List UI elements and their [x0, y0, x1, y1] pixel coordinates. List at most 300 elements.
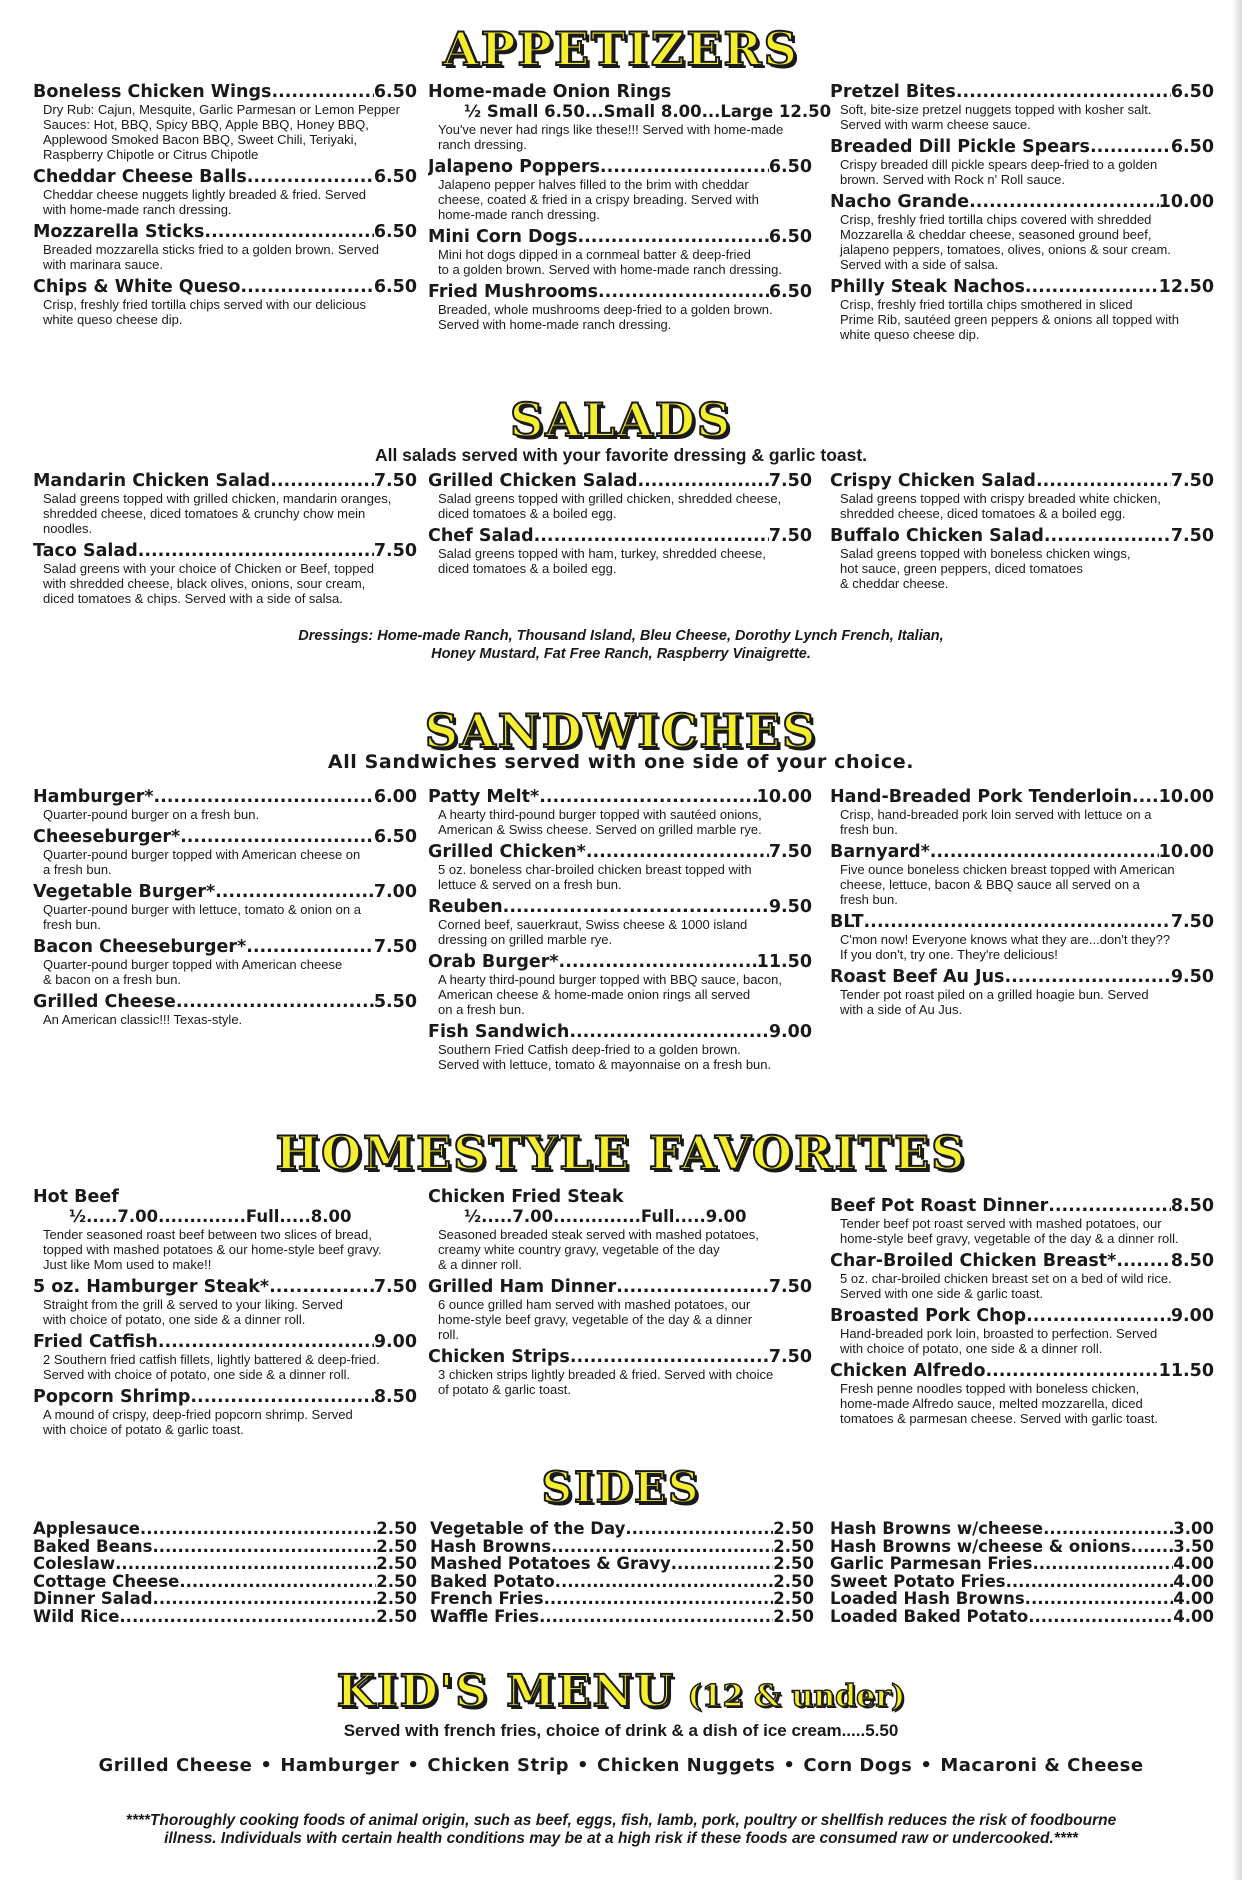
- menu-item-header: [428, 526, 812, 546]
- menu-item-price: 10.00: [1158, 842, 1214, 862]
- side-item-price: 2.50: [773, 1537, 814, 1555]
- menu-item: [33, 167, 417, 217]
- dot-leader: [153, 787, 373, 807]
- sandwiches-col-3: [830, 787, 1214, 1022]
- menu-item-description: A hearty third-pound burger topped with BBQ sauce, bacon,: [438, 972, 782, 987]
- menu-item-header: [830, 471, 1214, 491]
- side-item-name: Dinner Salad: [33, 1590, 153, 1608]
- dot-leader: [1026, 1306, 1171, 1326]
- menu-item: [428, 842, 812, 892]
- menu-item-description: noodles.: [43, 521, 93, 536]
- dot-leader: [1032, 1555, 1173, 1573]
- menu-item-price: 6.50: [373, 222, 417, 242]
- menu-item-header: [33, 1277, 417, 1297]
- menu-item-header: [33, 471, 417, 491]
- menu-item-header: [830, 1306, 1214, 1326]
- kids-items: [0, 1755, 1242, 1776]
- menu-item-description: & cheddar cheese.: [840, 576, 949, 591]
- side-item: [33, 1590, 417, 1608]
- menu-item-description: Fresh penne noodles topped with boneless chicken,: [840, 1381, 1140, 1396]
- side-item-price: 4.00: [1173, 1590, 1214, 1608]
- dot-leader: [246, 937, 374, 957]
- menu-item-description: 5 oz. boneless char-broiled chicken breast topped with: [438, 862, 752, 877]
- menu-item-name: Taco Salad: [33, 541, 138, 561]
- menu-item-description: & bacon on a fresh bun.: [43, 972, 182, 987]
- menu-item: [830, 1251, 1214, 1301]
- side-item-name: Waffle Fries: [430, 1607, 540, 1625]
- side-item-price: 2.50: [773, 1607, 814, 1625]
- menu-item-header: [33, 167, 417, 187]
- menu-item-description: shredded cheese, diced tomatoes & a boiled egg.: [840, 506, 1126, 521]
- dot-leader: [598, 282, 769, 302]
- side-item-price: 2.50: [773, 1555, 814, 1573]
- dot-leader: [115, 1555, 376, 1573]
- side-item-name: Hash Browns w/cheese & onions: [830, 1537, 1131, 1555]
- menu-item-header: [33, 541, 417, 561]
- menu-item-description: Crispy breaded dill pickle spears deep-fried to a golden: [840, 157, 1158, 172]
- menu-item-name: Vegetable Burger*: [33, 882, 216, 902]
- menu-item-description: Quarter-pound burger with lettuce, tomato & onion on a: [43, 902, 361, 917]
- menu-item-description: brown. Served with Rock n' Roll sauce.: [840, 172, 1066, 187]
- menu-item-description: Straight from the grill & served to your liking. Served: [43, 1297, 343, 1312]
- homestyle-col-3: [830, 1196, 1214, 1431]
- menu-item: [428, 227, 812, 277]
- menu-item-header: [33, 992, 417, 1012]
- menu-item-price: 9.00: [373, 1332, 417, 1352]
- dot-leader: [1132, 787, 1159, 807]
- side-item-name: Garlic Parmesan Fries: [830, 1555, 1033, 1573]
- dot-leader: [179, 1573, 376, 1591]
- menu-item-description: Sauces: Hot, BBQ, Spicy BBQ, Apple BBQ, Honey BBQ,: [43, 117, 369, 132]
- side-item-name: French Fries: [430, 1590, 544, 1608]
- appetizers-col-3: [830, 82, 1214, 347]
- dot-leader: [1036, 471, 1171, 491]
- menu-item-price: 7.50: [373, 1277, 417, 1297]
- dot-leader: [534, 526, 769, 546]
- side-item-name: Cottage Cheese: [33, 1572, 180, 1590]
- menu-item-description: on a fresh bun.: [438, 1002, 525, 1017]
- dot-leader: [215, 882, 374, 902]
- menu-item: [830, 137, 1214, 187]
- menu-item-price: 7.00: [373, 882, 417, 902]
- menu-item-description: ranch dressing.: [438, 137, 527, 152]
- side-item: [33, 1555, 417, 1573]
- kids-title: KID'S MENU: [336, 1666, 676, 1717]
- dot-leader: [1044, 526, 1171, 546]
- menu-item-header: [428, 157, 812, 177]
- dot-leader: [1025, 277, 1159, 297]
- menu-item-name: Mandarin Chicken Salad: [33, 471, 271, 491]
- menu-item-name: Chicken Fried Steak: [428, 1187, 624, 1207]
- dot-leader: [985, 1361, 1158, 1381]
- menu-item-description: Served with warm cheese sauce.: [840, 117, 1031, 132]
- menu-item-description: fresh bun.: [840, 892, 898, 907]
- side-item: [830, 1608, 1214, 1626]
- dot-leader: [1006, 1573, 1174, 1591]
- dot-leader: [153, 1590, 377, 1608]
- side-item: [830, 1590, 1214, 1608]
- menu-item-description: An American classic!!! Texas-style.: [43, 1012, 243, 1027]
- side-item: [430, 1608, 814, 1626]
- menu-item: [428, 952, 812, 1017]
- menu-item-description: topped with mashed potatoes & our home-style beef gravy.: [43, 1242, 382, 1257]
- menu-item-header: [830, 82, 1214, 102]
- menu-item-header: [428, 471, 812, 491]
- menu-item-description: Served with choice of potato, one side & a dinner roll.: [43, 1367, 351, 1382]
- menu-item-header: [33, 787, 417, 807]
- dressings-line-2: Honey Mustard, Fat Free Ranch, Raspberry Vinaigrette.: [431, 646, 811, 662]
- menu-item-description: dressing on grilled marble rye.: [438, 932, 613, 947]
- menu-item-header: [830, 1251, 1214, 1271]
- menu-item-description: Hand-breaded pork loin, broasted to perfection. Served: [840, 1326, 1158, 1341]
- menu-item-name: Nacho Grande: [830, 192, 970, 212]
- side-item: [430, 1538, 814, 1556]
- side-item-name: Loaded Hash Browns: [830, 1590, 1025, 1608]
- dot-leader: [138, 541, 374, 561]
- menu-item-price: 11.50: [1158, 1361, 1214, 1381]
- menu-item-header: [428, 227, 812, 247]
- dot-leader: [1025, 1590, 1174, 1608]
- menu-item-header: [33, 827, 417, 847]
- menu-item-header: [33, 882, 417, 902]
- dot-leader: [1043, 1520, 1173, 1538]
- menu-item-header: [428, 1347, 812, 1367]
- menu-item-description: Just like Mom used to make!!: [43, 1257, 212, 1272]
- sides-banner: [0, 1463, 1242, 1512]
- homestyle-banner: [0, 1126, 1242, 1180]
- menu-item-name: Jalapeno Poppers: [428, 157, 600, 177]
- menu-item: [33, 541, 417, 606]
- menu-item-header: [428, 1022, 812, 1042]
- kids-subtitle: (12 & under): [687, 1679, 906, 1714]
- menu-item-name: Grilled Cheese: [33, 992, 176, 1012]
- menu-item-header: [33, 937, 417, 957]
- menu-item-description: Quarter-pound burger topped with American cheese: [43, 957, 343, 972]
- menu-item-header: [33, 1387, 417, 1407]
- menu-item-name: Broasted Pork Chop: [830, 1306, 1027, 1326]
- side-item-name: Applesauce: [33, 1520, 140, 1538]
- menu-item-description: Breaded mozzarella sticks fried to a golden brown. Served: [43, 242, 380, 257]
- dot-leader: [204, 222, 373, 242]
- menu-item: [428, 1347, 812, 1397]
- side-item-name: Baked Beans: [33, 1537, 153, 1555]
- menu-item: [428, 897, 812, 947]
- menu-item-name: Orab Burger*: [428, 952, 559, 972]
- salads-title: SALADS: [509, 393, 733, 447]
- menu-item-description: Crisp, hand-breaded pork loin served with lettuce on a: [840, 807, 1152, 822]
- menu-item-header: [33, 1332, 417, 1352]
- menu-item-description: home-made Alfredo sauce, melted mozzarella, diced: [840, 1396, 1143, 1411]
- menu-item-description: If you don't, try one. They're delicious!: [840, 947, 1058, 962]
- menu-item-description: Salad greens topped with grilled chicken, mandarin oranges,: [43, 491, 392, 506]
- menu-item-price: 7.50: [373, 937, 417, 957]
- bullet-separator: •: [920, 1755, 933, 1776]
- side-item: [430, 1590, 814, 1608]
- menu-item: [428, 157, 812, 222]
- menu-item: [33, 1332, 417, 1382]
- menu-item-header: [428, 842, 812, 862]
- salad-dressings: [0, 627, 1242, 663]
- menu-item-price: 6.50: [768, 282, 812, 302]
- menu-item-description: with home-made ranch dressing.: [43, 202, 232, 217]
- dot-leader: [864, 912, 1171, 932]
- menu-item-name: Hamburger*: [33, 787, 154, 807]
- disclaimer-line-2: illness. Individuals with certain health conditions may be at a high risk if these foods are consumed raw or undercooked.****: [164, 1830, 1078, 1847]
- menu-item-header: [428, 897, 812, 917]
- sandwiches-col-2: [428, 787, 812, 1077]
- salads-banner: [0, 393, 1242, 447]
- side-item-name: Wild Rice: [33, 1607, 120, 1625]
- menu-item-price: 8.50: [373, 1387, 417, 1407]
- side-item-price: 2.50: [376, 1537, 417, 1555]
- kids-banner: [0, 1666, 1242, 1717]
- menu-item-description: Southern Fried Catfish deep-fried to a golden brown.: [438, 1042, 741, 1057]
- menu-item: [830, 1361, 1214, 1426]
- dot-leader: [119, 1608, 376, 1626]
- kids-note: Served with french fries, choice of drink & a dish of ice cream.....5.50: [343, 1721, 899, 1740]
- side-item-name: Hash Browns: [430, 1537, 552, 1555]
- side-item-price: 2.50: [376, 1590, 417, 1608]
- menu-item-description: 6 ounce grilled ham served with mashed potatoes, our: [438, 1297, 751, 1312]
- menu-item-description: Corned beef, sauerkraut, Swiss cheese & 1000 island: [438, 917, 748, 932]
- dot-leader: [544, 1590, 774, 1608]
- menu-item-description: Cheddar cheese nuggets lightly breaded & fried. Served: [43, 187, 367, 202]
- side-item-price: 2.50: [376, 1520, 417, 1538]
- menu-item: [33, 937, 417, 987]
- menu-item-description: Served with home-made ranch dressing.: [438, 317, 672, 332]
- homestyle-col-2: [428, 1187, 812, 1402]
- menu-item-description: tomatoes & parmesan cheese. Served with garlic toast.: [840, 1411, 1158, 1426]
- menu-item: [33, 1277, 417, 1327]
- dot-leader: [671, 1555, 774, 1573]
- bullet-separator: •: [407, 1755, 420, 1776]
- menu-item: [428, 1022, 812, 1072]
- menu-item-description: fresh bun.: [43, 917, 101, 932]
- kids-menu-item: Hamburger: [280, 1755, 400, 1776]
- menu-item: [33, 992, 417, 1027]
- menu-item-price: 8.50: [1170, 1251, 1214, 1271]
- menu-item-description: Tender seasoned roast beef between two slices of bread,: [43, 1227, 372, 1242]
- appetizers-title: APPETIZERS: [443, 22, 799, 76]
- menu-item: [830, 1306, 1214, 1356]
- menu-item: [33, 1387, 417, 1437]
- menu-item-description: Served with lettuce, tomato & mayonnaise on a fresh bun.: [438, 1057, 772, 1072]
- menu-item-description: Crisp, freshly fried tortilla chips served with our delicious: [43, 297, 366, 312]
- homestyle-col-1: [33, 1187, 417, 1442]
- homestyle-title: HOMESTYLE FAVORITES: [275, 1126, 967, 1180]
- menu-item: [33, 882, 417, 932]
- side-item: [830, 1573, 1214, 1591]
- menu-item-description: C'mon now! Everyone knows what they are...don't they??: [840, 932, 1171, 947]
- menu-item: [33, 277, 417, 327]
- menu-item-price: 12.50: [1158, 277, 1214, 297]
- menu-item-header: [830, 1361, 1214, 1381]
- menu-item-description: A mound of crispy, deep-fried popcorn shrimp. Served: [43, 1407, 353, 1422]
- appetizers-banner: [0, 22, 1242, 76]
- menu-item: [830, 912, 1214, 962]
- menu-item-name: Buffalo Chicken Salad: [830, 526, 1044, 546]
- menu-item-header: [830, 787, 1214, 807]
- menu-item-name: Reuben: [428, 897, 503, 917]
- menu-item-size-prices: ½.....7.00..............Full.....9.00: [464, 1207, 747, 1226]
- side-item-name: Hash Browns w/cheese: [830, 1520, 1044, 1538]
- menu-item-price: 6.50: [373, 827, 417, 847]
- menu-item: [33, 1187, 417, 1272]
- dot-leader: [269, 1277, 374, 1297]
- dot-leader: [176, 992, 374, 1012]
- menu-item-name: Cheddar Cheese Balls: [33, 167, 247, 187]
- dot-leader: [1028, 1608, 1173, 1626]
- menu-item-description: Quarter-pound burger on a fresh bun.: [43, 807, 260, 822]
- side-item-name: Mashed Potatoes & Gravy: [430, 1555, 671, 1573]
- menu-item: [428, 526, 812, 576]
- menu-item-description: A hearty third-pound burger topped with sautéed onions,: [438, 807, 762, 822]
- dot-leader: [240, 277, 373, 297]
- kids-menu-item: Macaroni & Cheese: [940, 1755, 1144, 1776]
- menu-item-description: fresh bun.: [840, 822, 898, 837]
- menu-item-description: Breaded, whole mushrooms deep-fried to a golden brown.: [438, 302, 773, 317]
- menu-item-name: BLT: [830, 912, 864, 932]
- menu-item-description: American & Swiss cheese. Served on grilled marble rye.: [438, 822, 762, 837]
- menu-item-description: with choice of potato, one side & a dinner roll.: [43, 1312, 306, 1327]
- dot-leader: [1048, 1196, 1171, 1216]
- menu-item-price: 9.50: [768, 897, 812, 917]
- dot-leader: [152, 1538, 376, 1556]
- menu-item-description: with choice of potato & garlic toast.: [43, 1422, 244, 1437]
- menu-item-size-prices: ½ Small 6.50...Small 8.00...Large 12.50: [464, 102, 832, 121]
- menu-item-description: diced tomatoes & a boiled egg.: [438, 561, 617, 576]
- menu-item-name: Char-Broiled Chicken Breast*: [830, 1251, 1117, 1271]
- side-item-price: 2.50: [376, 1572, 417, 1590]
- menu-item-price: 6.50: [373, 82, 417, 102]
- menu-item: [830, 82, 1214, 132]
- menu-item-price: 6.50: [373, 167, 417, 187]
- menu-item-name: Mozzarella Sticks: [33, 222, 205, 242]
- menu-item-name: Bacon Cheeseburger*: [33, 937, 247, 957]
- menu-item-description: Served with a side of salsa.: [840, 257, 999, 272]
- side-item: [430, 1555, 814, 1573]
- menu-item-price: 6.50: [768, 157, 812, 177]
- dot-leader: [247, 167, 374, 187]
- menu-item-description: Jalapeno pepper halves filled to the brim with cheddar: [438, 177, 749, 192]
- menu-item-name: Hand-Breaded Pork Tenderloin: [830, 787, 1133, 807]
- side-item: [830, 1520, 1214, 1538]
- menu-item-header: [830, 192, 1214, 212]
- menu-item-price: 7.50: [768, 526, 812, 546]
- menu-item-price: 8.50: [1170, 1196, 1214, 1216]
- dot-leader: [270, 471, 374, 491]
- menu-item-name: Hot Beef: [33, 1187, 119, 1207]
- menu-item-header: [830, 912, 1214, 932]
- menu-item-description: roll.: [438, 1327, 459, 1342]
- dot-leader: [1090, 137, 1171, 157]
- menu-item-description: 5 oz. char-broiled chicken breast set on a bed of wild rice.: [840, 1271, 1172, 1286]
- menu-item-description: to a golden brown. Served with home-made ranch dressing.: [438, 262, 782, 277]
- menu-item-description: white queso cheese dip.: [840, 327, 980, 342]
- kids-menu-item: Corn Dogs: [803, 1755, 913, 1776]
- menu-item-name: Home-made Onion Rings: [428, 82, 672, 102]
- menu-item-price: 7.50: [1170, 526, 1214, 546]
- menu-item: [428, 787, 812, 837]
- menu-item-description: creamy white country gravy, vegetable of the day: [438, 1242, 720, 1257]
- salads-note: All salads served with your favorite dressing & garlic toast.: [374, 445, 868, 465]
- menu-item-description: home-style beef gravy, vegetable of the day & a dinner roll.: [840, 1231, 1179, 1246]
- side-item: [33, 1608, 417, 1626]
- dot-leader: [539, 1608, 773, 1626]
- menu-item-description: shredded cheese, diced tomatoes & crunchy chow mein: [43, 506, 366, 521]
- sandwiches-title: SANDWICHES: [424, 704, 818, 758]
- menu-item-price: 7.50: [373, 541, 417, 561]
- sandwiches-banner: [0, 704, 1242, 758]
- menu-item-description: Salad greens topped with grilled chicken, shredded cheese,: [438, 491, 782, 506]
- dot-leader: [625, 1520, 773, 1538]
- menu-item-description: Five ounce boneless chicken breast topped with American: [840, 862, 1175, 877]
- menu-item: [33, 471, 417, 536]
- menu-item-price: 5.50: [373, 992, 417, 1012]
- dot-leader: [555, 1573, 774, 1591]
- menu-item-price: 9.50: [1170, 967, 1214, 987]
- side-item: [830, 1555, 1214, 1573]
- kids-menu-item: Chicken Strip: [427, 1755, 570, 1776]
- menu-item-description: Tender beef pot roast served with mashed potatoes, our: [840, 1216, 1162, 1231]
- side-item-price: 3.00: [1173, 1520, 1214, 1538]
- side-item: [33, 1573, 417, 1591]
- menu-item-description: with shredded cheese, black olives, onions, sour cream,: [43, 576, 366, 591]
- dot-leader: [600, 157, 769, 177]
- side-item-price: 4.00: [1173, 1572, 1214, 1590]
- dot-leader: [551, 1538, 773, 1556]
- menu-item-name: 5 oz. Hamburger Steak*: [33, 1277, 270, 1297]
- menu-item-name: Fried Mushrooms: [428, 282, 599, 302]
- dot-leader: [956, 82, 1171, 102]
- menu-item-price: 6.50: [1170, 82, 1214, 102]
- side-item-price: 2.50: [773, 1520, 814, 1538]
- menu-item: [830, 1196, 1214, 1246]
- kids-menu-item: Grilled Cheese: [98, 1755, 253, 1776]
- menu-item-header: [33, 82, 417, 102]
- menu-item-name: Cheeseburger*: [33, 827, 181, 847]
- menu-item-name: Popcorn Shrimp: [33, 1387, 191, 1407]
- menu-item-price: 7.50: [1170, 471, 1214, 491]
- menu-item: [830, 842, 1214, 907]
- menu-item-description: a fresh bun.: [43, 862, 112, 877]
- menu-item-size-prices: ½.....7.00..............Full.....8.00: [69, 1207, 352, 1226]
- salads-col-1: [33, 471, 417, 611]
- menu-item-description: Salad greens topped with boneless chicken wings,: [840, 546, 1131, 561]
- dot-leader: [190, 1387, 373, 1407]
- kids-menu-item: Chicken Nuggets: [597, 1755, 776, 1776]
- menu-item-description: Dry Rub: Cajun, Mesquite, Garlic Parmesan or Lemon Pepper: [43, 102, 400, 117]
- dot-leader: [638, 471, 769, 491]
- dot-leader: [559, 952, 757, 972]
- disclaimer-line-1: ****Thoroughly cooking foods of animal origin, such as beef, eggs, fish, lamb, pork, poultry or shellfish reduces the risk of foodbourne: [125, 1812, 1117, 1829]
- menu-item: [428, 471, 812, 521]
- menu-item-header: [830, 277, 1214, 297]
- menu-item: [33, 82, 417, 162]
- menu-item-price: 9.00: [768, 1022, 812, 1042]
- side-item-price: 4.00: [1173, 1607, 1214, 1625]
- menu-item-description: Crisp, freshly fried tortilla chips smothered in sliced: [840, 297, 1133, 312]
- dressings-line-1: Dressings: Home-made Ranch, Thousand Island, Bleu Cheese, Dorothy Lynch French, Italian,: [298, 628, 944, 644]
- menu-item: [428, 282, 812, 332]
- menu-item-header: [428, 282, 812, 302]
- menu-item-price: 7.50: [768, 842, 812, 862]
- side-item-name: Coleslaw: [33, 1555, 116, 1573]
- side-item-name: Baked Potato: [430, 1572, 555, 1590]
- menu-item-price: 7.50: [1170, 912, 1214, 932]
- dot-leader: [503, 897, 769, 917]
- menu-item: [830, 192, 1214, 272]
